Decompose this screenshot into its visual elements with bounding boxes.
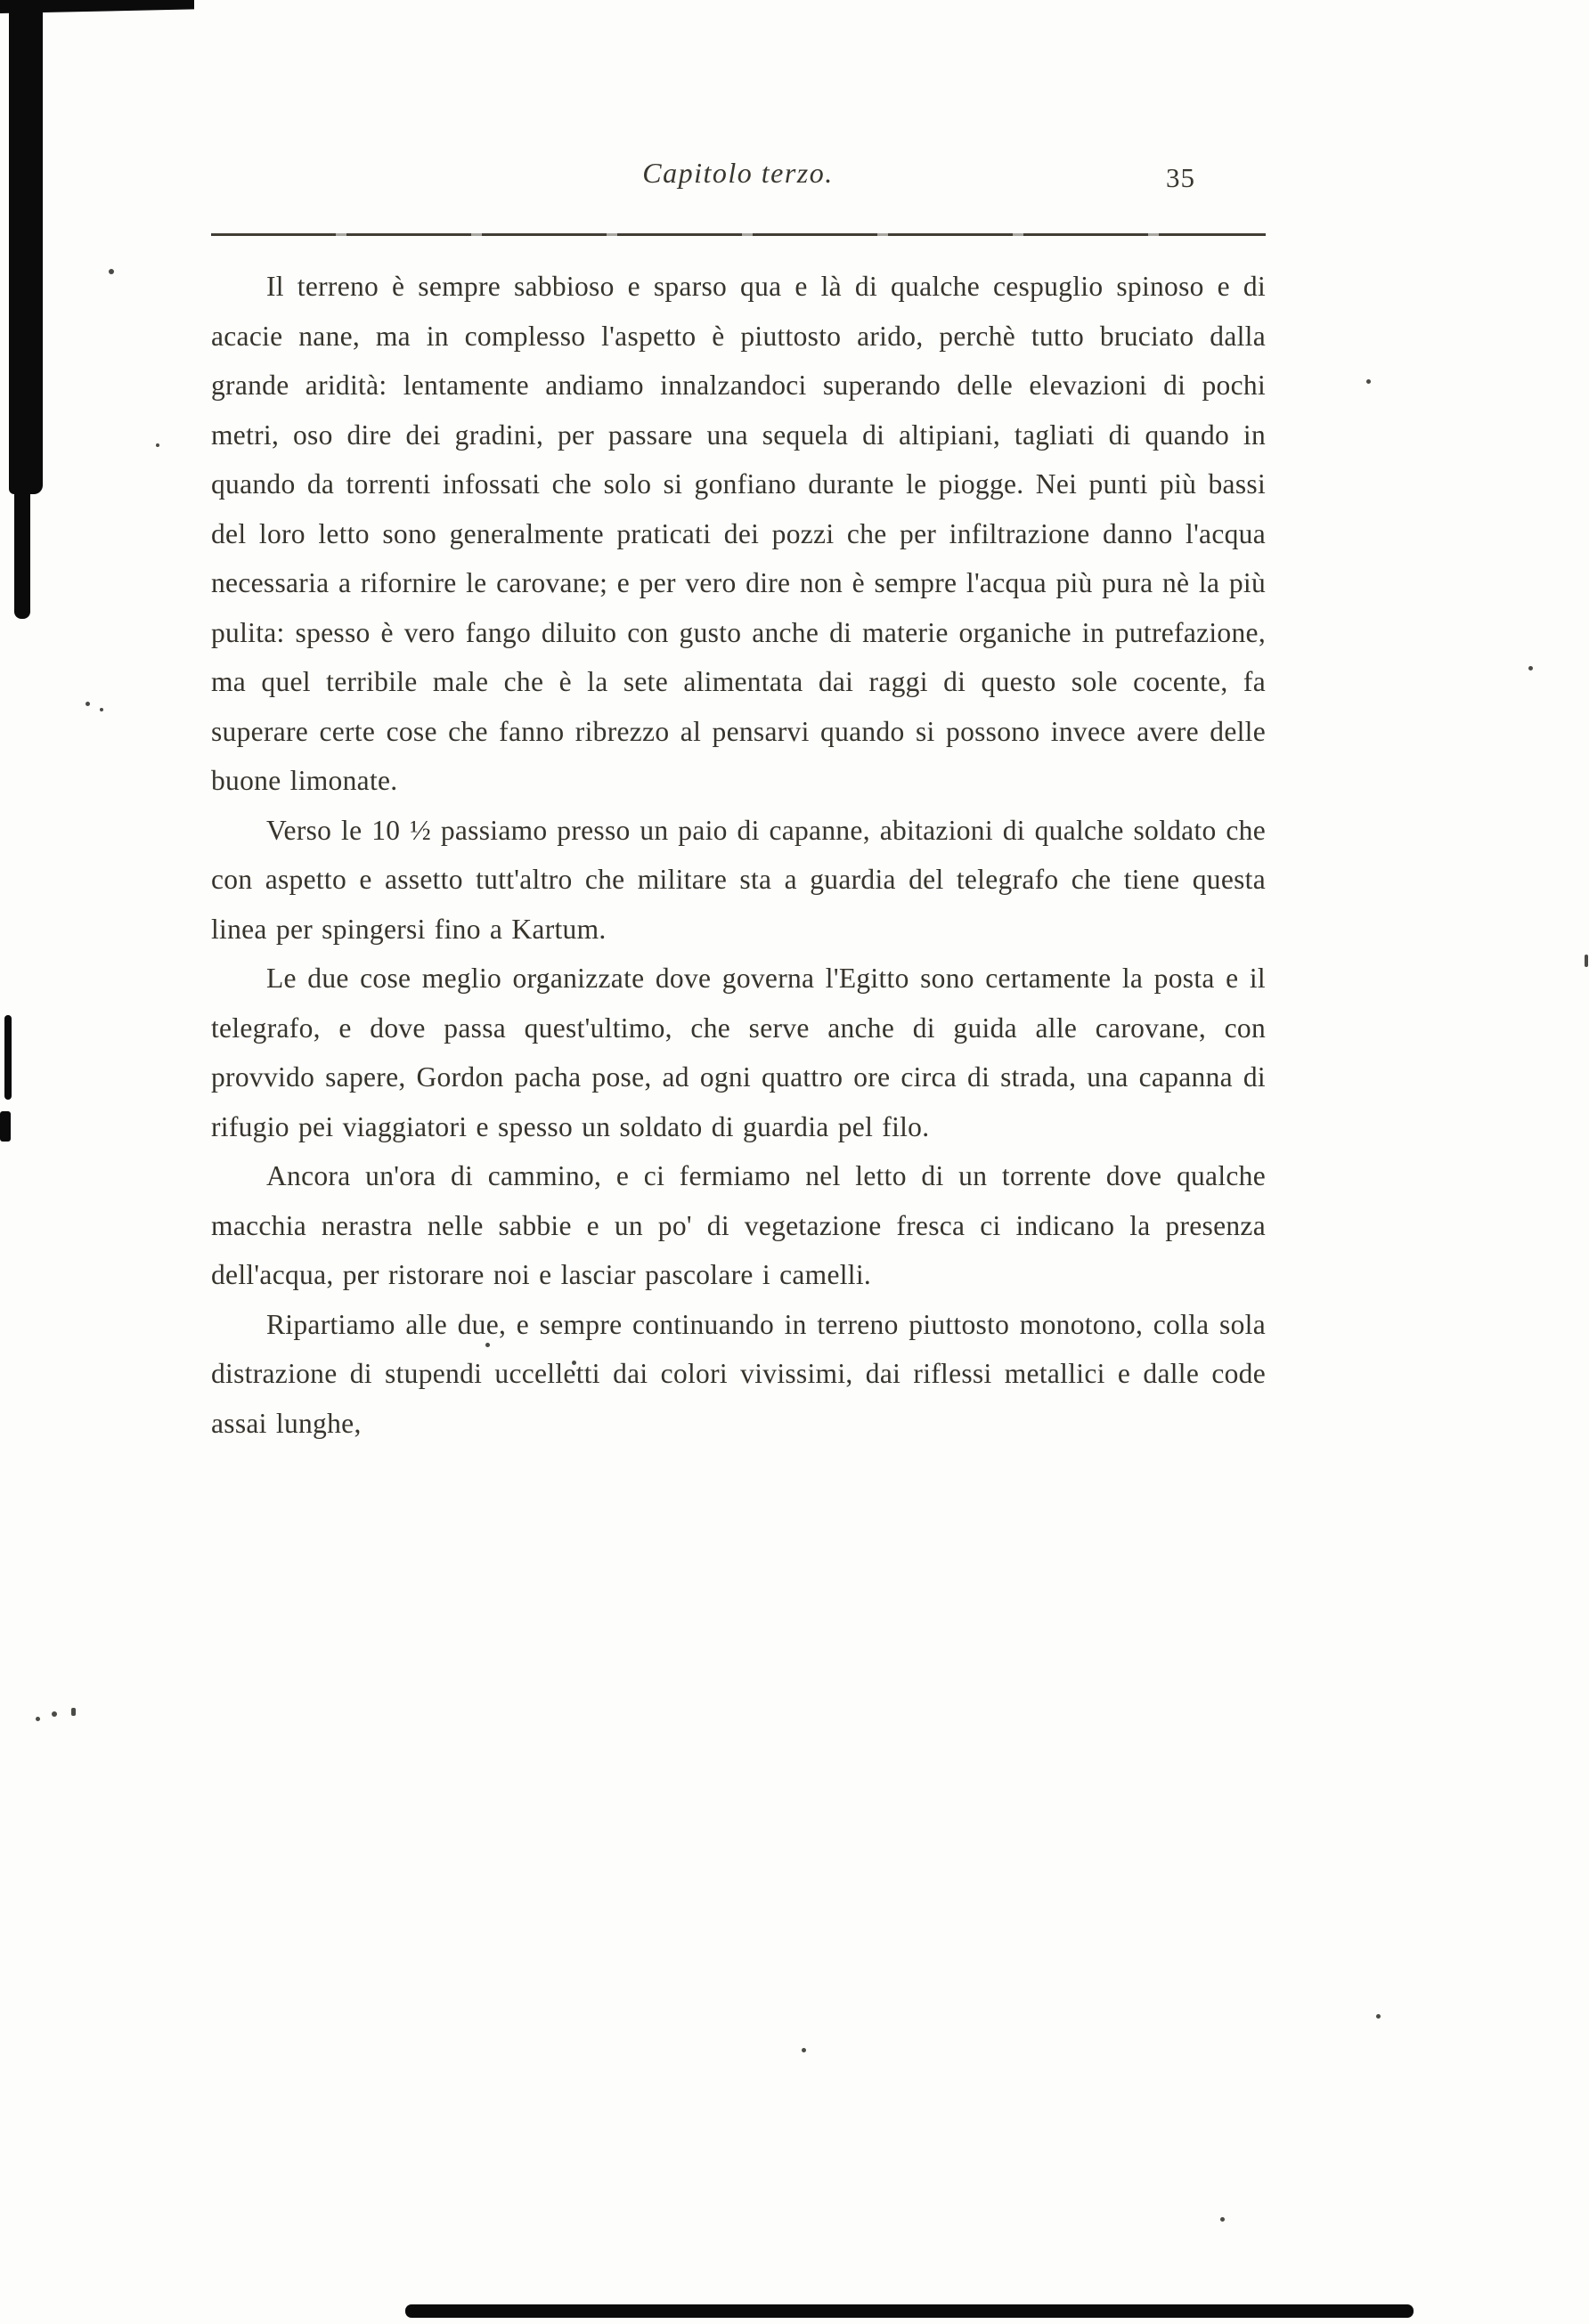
- scan-speck: [1376, 2014, 1381, 2019]
- scan-speck: [109, 269, 114, 274]
- paragraph-telegrafo: Le due cose meglio organizzate dove governa l'Egitto sono certamente la posta e il telegrafo, e dove passa quest'ultimo, che serve anche di guida alle carovane, con provvido sapere, Gordon pacha pose, ad ogni quattro ore circa di strada, una capanna di rifugio pei viaggiatori e spesso un soldato di guardia pel filo.: [211, 963, 1266, 1142]
- paragraph-ripartiamo: Ripartiamo alle due, e sempre continuando in terreno piuttosto monotono, colla sola distrazione di stupendi uccelletti dai colori vivissimi, dai riflessi metallici e dalle code assai lunghe,: [211, 1308, 1266, 1439]
- scan-speck: [52, 1711, 57, 1717]
- scan-speck: [1366, 379, 1371, 384]
- scan-artifact-left-mark: [4, 1015, 12, 1100]
- scan-speck: [802, 2048, 806, 2052]
- page-number: 35: [1166, 162, 1195, 193]
- paragraph-torrente: Ancora un'ora di cammino, e ci fermiamo nel letto di un torrente dove qualche macchia nerastra nelle sabbie e un po' di vegetazione fresca ci indicano la presenza dell'acqua, per ristorare noi e lasciar pascolare i camelli.: [211, 1160, 1266, 1290]
- paragraph-terrain: Il terreno è sempre sabbioso e sparso qua e là di qualche cespuglio spinoso e di acacie nane, ma in complesso l'aspetto è piuttosto arido, perchè tutto bruciato dalla grande aridità: lentamente andiamo innalzandoci superando delle elevazioni di pochi metri, oso dire dei gradini, per passare una sequela di altipiani, tagliati di quando in quando da torrenti infossati che solo si gonfiano durante le piogge. Nei punti più bassi del loro letto sono generalmente praticati dei pozzi che per infiltrazione danno l'acqua necessaria a rifornire le carovane; e per vero dire non è sempre l'acqua più pura nè la più pulita: spesso è vero fango diluito con gusto anche di materie organiche in putrefazione, ma quel terribile male che è la sete alimentata dai raggi di questo sole cocente, fa superare certe cose che fanno ribrezzo al pensarvi quando si possono invece avere delle buone limonate.: [211, 271, 1266, 796]
- scan-speck: [71, 1708, 76, 1716]
- scan-artifact-left-edge-tail: [14, 485, 30, 619]
- scan-speck: [36, 1717, 40, 1721]
- page-text: [211, 262, 1266, 1448]
- scan-artifact-left-edge-bar: [9, 0, 43, 494]
- header-rule: [211, 233, 1266, 236]
- scan-artifact-bottom-bar: [405, 2304, 1414, 2318]
- scan-speck: [1220, 2217, 1225, 2222]
- scan-speck: [156, 443, 159, 447]
- scan-speck: [1585, 955, 1588, 967]
- scan-speck: [86, 702, 90, 706]
- page-header: [211, 157, 1265, 199]
- scan-artifact-left-tick: [0, 1111, 11, 1142]
- chapter-title: Capitolo terzo.: [642, 157, 834, 189]
- scan-speck: [1528, 666, 1533, 670]
- scan-speck: [100, 708, 103, 711]
- paragraph-capanne: Verso le 10 ½ passiamo presso un paio di capanne, abitazioni di qualche soldato che con aspetto e assetto tutt'altro che militare sta a guardia del telegrafo che tiene questa linea per spingersi fino a Kartum.: [211, 814, 1266, 945]
